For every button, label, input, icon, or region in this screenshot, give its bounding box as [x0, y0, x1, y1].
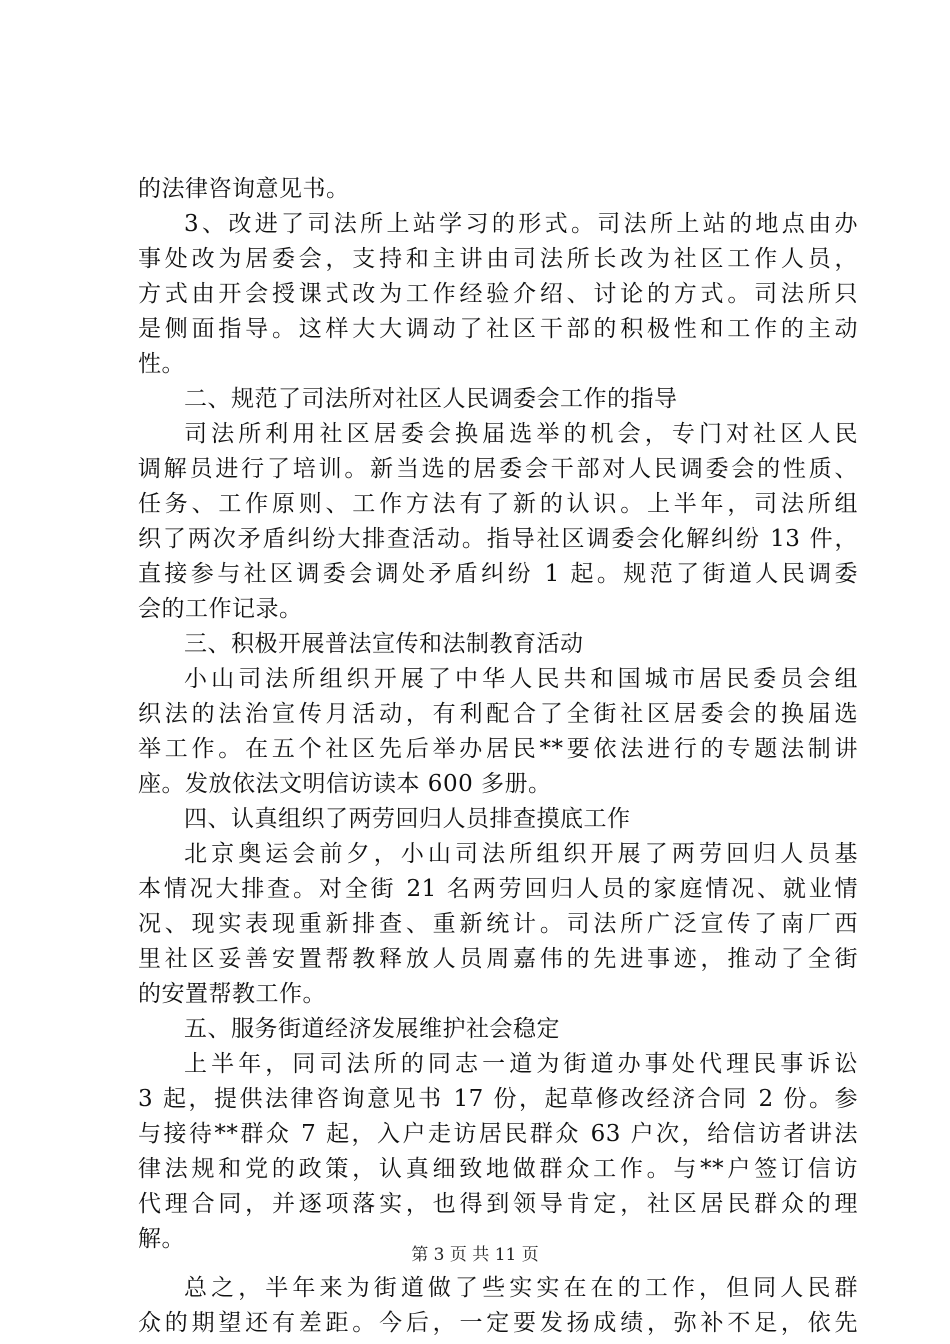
text-line: 举工作。在五个社区先后举办居民**要依法进行的专题法制讲 [138, 736, 858, 762]
text-line: 代理合同，并逐项落实，也得到领导肯定，社区居民群众的理 [138, 1191, 858, 1217]
section-heading: 二、规范了司法所对社区人民调委会工作的指导 [184, 386, 678, 412]
section-heading: 三、积极开展普法宣传和法制教育活动 [184, 631, 584, 657]
text-line: 方式由开会授课式改为工作经验介绍、讨论的方式。司法所只 [138, 281, 858, 307]
text-line: 3 起，提供法律咨询意见书 17 份，起草修改经济合同 2 份。参 [138, 1086, 858, 1112]
text-line: 座。发放依法文明信访读本 600 多册。 [138, 771, 552, 797]
text-line: 性。 [138, 351, 185, 377]
text-line: 的法律咨询意见书。 [138, 176, 350, 202]
page-number-footer: 第 3 页 共 11 页 [411, 1245, 539, 1265]
text-line: 织法的法治宣传月活动，有利配合了全街社区居委会的换届选 [138, 701, 858, 727]
text-line: 任务、工作原则、工作方法有了新的认识。上半年，司法所组 [138, 491, 858, 517]
text-line: 上半年，同司法所的同志一道为街道办事处代理民事诉讼 [184, 1051, 858, 1077]
text-line: 的安置帮教工作。 [138, 981, 326, 1007]
text-line: 3、改进了司法所上站学习的形式。司法所上站的地点由办 [184, 211, 858, 237]
text-line: 北京奥运会前夕，小山司法所组织开展了两劳回归人员基 [184, 841, 858, 867]
text-line: 况、现实表现重新排查、重新统计。司法所广泛宣传了南厂西 [138, 911, 858, 937]
text-line: 司法所利用社区居委会换届选举的机会，专门对社区人民 [184, 421, 858, 447]
text-line: 众的期望还有差距。今后，一定要发扬成绩，弥补不足，依先 [138, 1310, 858, 1336]
text-line: 调解员进行了培训。新当选的居委会干部对人民调委会的性质、 [138, 456, 858, 482]
text-line: 会的工作记录。 [138, 596, 303, 622]
text-line: 律法规和党的政策，认真细致地做群众工作。与**户签订信访 [138, 1156, 858, 1182]
text-line: 小山司法所组织开展了中华人民共和国城市居民委员会组 [184, 666, 858, 692]
text-line: 织了两次矛盾纠纷大排查活动。指导社区调委会化解纠纷 13 件， [138, 526, 858, 552]
document-body [138, 172, 858, 1341]
section-heading: 五、服务街道经济发展维护社会稳定 [184, 1016, 560, 1042]
text-line: 里社区妥善安置帮教释放人员周嘉伟的先进事迹，推动了全街 [138, 946, 858, 972]
text-line: 本情况大排查。对全街 21 名两劳回归人员的家庭情况、就业情 [138, 876, 858, 902]
text-line: 总之，半年来为街道做了些实实在在的工作，但同人民群 [184, 1275, 858, 1301]
section-heading: 四、认真组织了两劳回归人员排查摸底工作 [184, 806, 631, 832]
text-line: 事处改为居委会，支持和主讲由司法所长改为社区工作人员， [138, 246, 858, 272]
text-line: 与接待**群众 7 起，入户走访居民群众 63 户次，给信访者讲法 [138, 1121, 858, 1147]
text-line: 直接参与社区调委会调处矛盾纠纷 1 起。规范了街道人民调委 [138, 561, 858, 587]
text-line: 是侧面指导。这样大大调动了社区干部的积极性和工作的主动 [138, 316, 858, 342]
text-line: 解。 [138, 1226, 185, 1252]
